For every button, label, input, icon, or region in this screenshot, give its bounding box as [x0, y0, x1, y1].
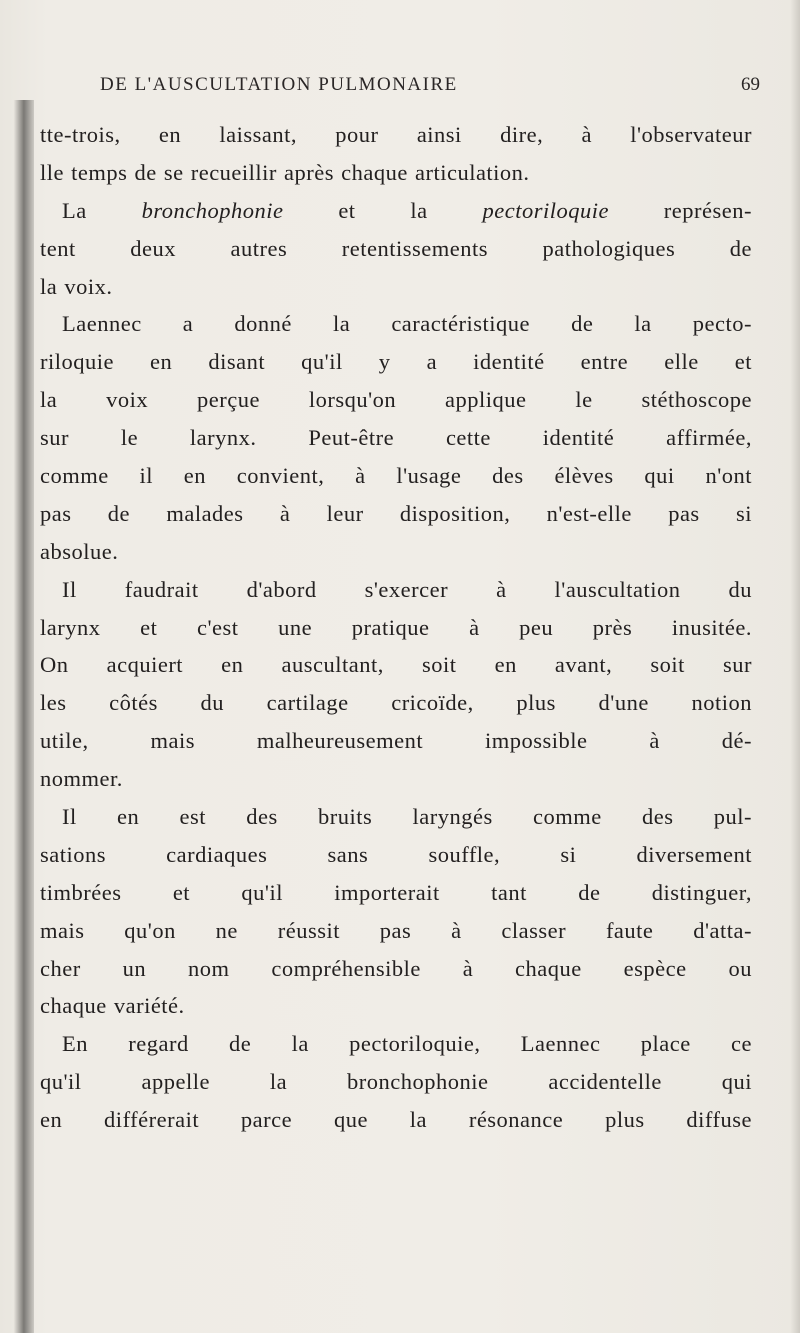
text-line: absolue. — [40, 538, 119, 564]
text-line: cher un nom compréhensible à chaque espèce ou — [40, 955, 752, 981]
text-line: utile, mais malheureusement impossible à dé- — [40, 728, 752, 754]
text-line — [40, 192, 752, 230]
text-line: les côtés du cartilage cricoïde, plus d'une notion — [40, 690, 752, 716]
text-line: larynx et c'est une pratique à peu près inusitée. — [40, 614, 752, 640]
text-run: représen- — [608, 197, 753, 223]
body-text — [40, 116, 752, 1139]
text-line: chaque variété. — [40, 993, 185, 1019]
text-line: Il faudrait d'abord s'exercer à l'auscultation du — [62, 576, 752, 602]
text-line: Laennec a donné la caractéristique de la pecto- — [62, 311, 752, 337]
text-line: mais qu'on ne réussit pas à classer faute d'atta- — [40, 917, 752, 943]
text-line: tent deux autres retentissements pathologiques de — [40, 235, 752, 261]
text-line: sur le larynx. Peut-être cette identité affirmée, — [40, 425, 752, 451]
binding-shadow — [0, 100, 34, 1333]
page-number: 69 — [741, 74, 760, 95]
page-header — [60, 74, 760, 104]
page-edge — [790, 0, 800, 1333]
italic-term-bronchophonie: bronchophonie — [141, 197, 284, 223]
text-line: nommer. — [40, 766, 123, 792]
text-run: La — [62, 197, 142, 223]
text-line: tte-trois, en laissant, pour ainsi dire, à l'observateur — [40, 122, 752, 147]
text-line: qu'il appelle la bronchophonie accidentelle qui — [40, 1069, 752, 1095]
text-line: la voix perçue lorsqu'on applique le stéthoscope — [40, 387, 752, 413]
running-head: DE L'AUSCULTATION PULMONAIRE — [100, 74, 458, 95]
text-line: sations cardiaques sans souffle, si diversement — [40, 841, 752, 867]
text-line: comme il en convient, à l'usage des élèves qui n'ont — [40, 463, 752, 489]
text-line: riloquie en disant qu'il y a identité entre elle et — [40, 349, 752, 375]
text-line: lle temps de se recueillir après chaque articulation. — [40, 159, 530, 185]
text-line: En regard de la pectoriloquie, Laennec place ce — [62, 1031, 752, 1057]
text-line: la voix. — [40, 273, 113, 299]
text-line: pas de malades à leur disposition, n'est-elle pas si — [40, 500, 752, 526]
text-run: et la — [283, 197, 483, 223]
text-line: On acquiert en auscultant, soit en avant, soit sur — [40, 652, 752, 678]
italic-term-pectoriloquie: pectoriloquie — [482, 197, 609, 223]
text-line: en différerait parce que la résonance plus diffuse — [40, 1107, 752, 1133]
text-line: Il en est des bruits laryngés comme des pul- — [62, 804, 752, 830]
text-line: timbrées et qu'il importerait tant de distinguer, — [40, 879, 752, 905]
